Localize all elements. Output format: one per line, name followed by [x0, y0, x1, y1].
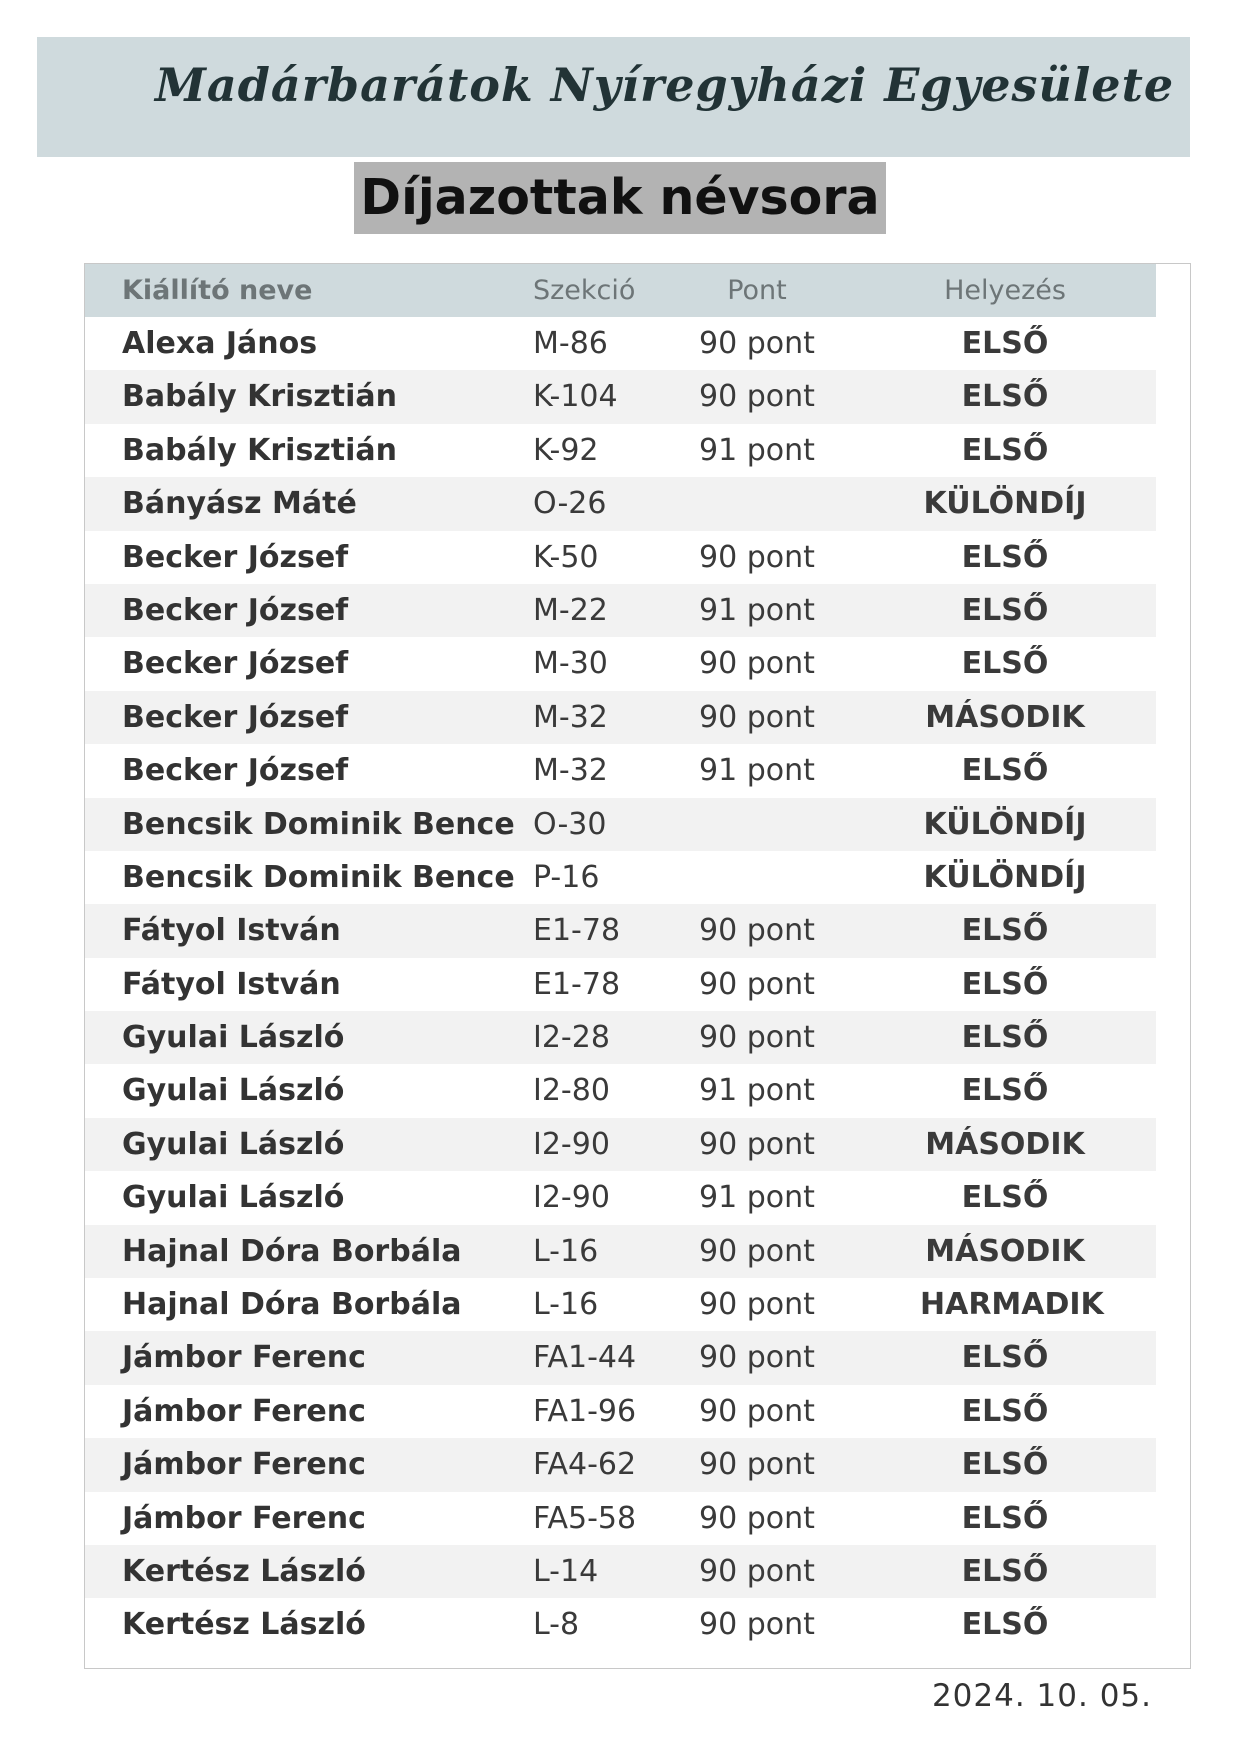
cell-placement: ELSŐ: [961, 1553, 1049, 1589]
table-row: [85, 1118, 1156, 1171]
cell-exhibitor-name: Bencsik Dominik Bence: [122, 806, 515, 842]
cell-placement: ELSŐ: [961, 1393, 1049, 1429]
table-row: [85, 798, 1156, 851]
cell-exhibitor-name: Kertész László: [122, 1553, 366, 1589]
cell-exhibitor-name: Fátyol István: [122, 966, 341, 1002]
cell-exhibitor-name: Becker József: [122, 592, 349, 628]
cell-section: I2-90: [533, 1180, 610, 1216]
page-title: Díjazottak névsora: [354, 162, 885, 234]
table-row: [85, 1545, 1156, 1598]
cell-placement: ELSŐ: [961, 1340, 1049, 1376]
cell-points: 91 pont: [699, 1180, 815, 1216]
cell-points: 90 pont: [699, 699, 815, 735]
cell-section: M-32: [533, 753, 608, 789]
table-row: [85, 958, 1156, 1011]
table-row: [85, 1492, 1156, 1545]
cell-points: 90 pont: [699, 326, 815, 361]
cell-exhibitor-name: Gyulai László: [122, 1180, 345, 1216]
cell-exhibitor-name: Babály Krisztián: [122, 379, 397, 415]
cell-placement: ELSŐ: [961, 1180, 1049, 1216]
cell-exhibitor-name: Hajnal Dóra Borbála: [122, 1233, 462, 1269]
cell-points: 91 pont: [699, 432, 815, 468]
column-header-points: Pont: [727, 275, 787, 306]
cell-points: 91 pont: [699, 1073, 815, 1109]
cell-exhibitor-name: Becker József: [122, 699, 349, 735]
table-header: [85, 264, 1156, 317]
cell-placement: ELSŐ: [961, 646, 1049, 682]
table-row: [85, 691, 1156, 744]
cell-placement: ELSŐ: [961, 966, 1049, 1002]
table-row: [85, 904, 1156, 957]
cell-section: K-50: [533, 539, 599, 575]
cell-points: 91 pont: [699, 592, 815, 628]
cell-exhibitor-name: Kertész László: [122, 1607, 366, 1643]
table-row: [85, 637, 1156, 690]
cell-placement: ELSŐ: [961, 539, 1049, 575]
cell-exhibitor-name: Gyulai László: [122, 1020, 345, 1056]
cell-section: M-30: [533, 646, 608, 682]
cell-section: E1-78: [533, 913, 621, 949]
cell-exhibitor-name: Gyulai László: [122, 1126, 345, 1162]
cell-exhibitor-name: Alexa János: [122, 326, 318, 361]
table-row: [85, 531, 1156, 584]
cell-placement: ELSŐ: [961, 753, 1049, 789]
cell-exhibitor-name: Jámbor Ferenc: [122, 1447, 366, 1483]
cell-exhibitor-name: Bányász Máté: [122, 486, 357, 522]
table-row: [85, 477, 1156, 530]
cell-section: FA1-96: [533, 1393, 637, 1429]
cell-placement: ELSŐ: [961, 432, 1049, 468]
cell-points: 90 pont: [699, 913, 815, 949]
cell-exhibitor-name: Fátyol István: [122, 913, 341, 949]
table-row: [85, 851, 1156, 904]
cell-placement: MÁSODIK: [925, 1126, 1085, 1162]
cell-section: O-26: [533, 486, 607, 522]
cell-section: FA1-44: [533, 1340, 637, 1376]
cell-section: L-16: [533, 1287, 599, 1323]
cell-section: M-86: [533, 326, 608, 361]
organization-name: Madárbarátok Nyíregyházi Egyesülete: [155, 58, 1175, 112]
column-header-name: Kiállító neve: [122, 275, 313, 306]
cell-section: I2-28: [533, 1020, 610, 1056]
cell-placement: ELSŐ: [961, 1020, 1049, 1056]
cell-placement: ELSŐ: [961, 1073, 1049, 1109]
table-row: [85, 1011, 1156, 1064]
cell-placement: KÜLÖNDÍJ: [923, 859, 1087, 895]
cell-section: FA5-58: [533, 1500, 637, 1536]
cell-section: L-8: [533, 1607, 580, 1643]
cell-points: 90 pont: [699, 539, 815, 575]
cell-placement: MÁSODIK: [925, 699, 1085, 735]
table-row: [85, 370, 1156, 423]
cell-points: 90 pont: [699, 1233, 815, 1269]
cell-placement: ELSŐ: [961, 1447, 1049, 1483]
cell-section: O-30: [533, 806, 607, 842]
cell-placement: ELSŐ: [961, 1500, 1049, 1536]
table-row: [85, 744, 1156, 797]
cell-placement: KÜLÖNDÍJ: [923, 486, 1087, 522]
cell-section: I2-80: [533, 1073, 610, 1109]
cell-points: 90 pont: [699, 1340, 815, 1376]
cell-placement: ELSŐ: [961, 1607, 1049, 1643]
cell-points: 90 pont: [699, 646, 815, 682]
cell-points: 91 pont: [699, 753, 815, 789]
table-row: [85, 1278, 1156, 1331]
cell-exhibitor-name: Becker József: [122, 646, 349, 682]
awards-table: [84, 263, 1191, 1669]
cell-section: K-92: [533, 432, 599, 468]
column-header-placement: Helyezés: [944, 275, 1066, 306]
table-row: [85, 1225, 1156, 1278]
cell-exhibitor-name: Jámbor Ferenc: [122, 1340, 366, 1376]
cell-section: M-32: [533, 699, 608, 735]
cell-placement: ELSŐ: [961, 379, 1049, 415]
cell-section: M-22: [533, 592, 608, 628]
cell-points: 90 pont: [699, 1500, 815, 1536]
table-row: [85, 1064, 1156, 1117]
table-row: [85, 424, 1156, 477]
document-date: 2024. 10. 05.: [931, 1678, 1152, 1714]
cell-points: 90 pont: [699, 1393, 815, 1429]
table-row: [85, 1385, 1156, 1438]
cell-exhibitor-name: Becker József: [122, 753, 349, 789]
cell-exhibitor-name: Hajnal Dóra Borbála: [122, 1287, 462, 1323]
cell-section: FA4-62: [533, 1447, 637, 1483]
cell-section: P-16: [533, 859, 600, 895]
cell-points: 90 pont: [699, 1447, 815, 1483]
cell-points: 90 pont: [699, 1287, 815, 1323]
cell-section: L-14: [533, 1553, 599, 1589]
cell-placement: ELSŐ: [961, 592, 1049, 628]
cell-placement: KÜLÖNDÍJ: [923, 806, 1087, 842]
table-row: [85, 1331, 1156, 1384]
cell-exhibitor-name: Gyulai László: [122, 1073, 345, 1109]
cell-placement: ELSŐ: [961, 913, 1049, 949]
title-wrapper: [0, 162, 1240, 234]
table-row: [85, 317, 1156, 370]
cell-placement: MÁSODIK: [925, 1233, 1085, 1269]
table-body: [85, 317, 1156, 1652]
cell-section: I2-90: [533, 1126, 610, 1162]
cell-points: 90 pont: [699, 966, 815, 1002]
cell-points: 90 pont: [699, 1553, 815, 1589]
cell-section: E1-78: [533, 966, 621, 1002]
cell-section: K-104: [533, 379, 618, 415]
table-row: [85, 584, 1156, 637]
table-row: [85, 1438, 1156, 1491]
cell-points: 90 pont: [699, 1020, 815, 1056]
table-row: [85, 1598, 1156, 1651]
cell-exhibitor-name: Becker József: [122, 539, 349, 575]
cell-points: 90 pont: [699, 379, 815, 415]
column-header-section: Szekció: [533, 275, 636, 306]
table-row: [85, 1171, 1156, 1224]
cell-exhibitor-name: Jámbor Ferenc: [122, 1500, 366, 1536]
cell-placement: HARMADIK: [920, 1287, 1104, 1323]
cell-exhibitor-name: Bencsik Dominik Bence: [122, 859, 515, 895]
cell-section: L-16: [533, 1233, 599, 1269]
cell-points: 90 pont: [699, 1126, 815, 1162]
cell-exhibitor-name: Babály Krisztián: [122, 432, 397, 468]
cell-points: 90 pont: [699, 1607, 815, 1643]
cell-placement: ELSŐ: [961, 326, 1049, 361]
cell-exhibitor-name: Jámbor Ferenc: [122, 1393, 366, 1429]
